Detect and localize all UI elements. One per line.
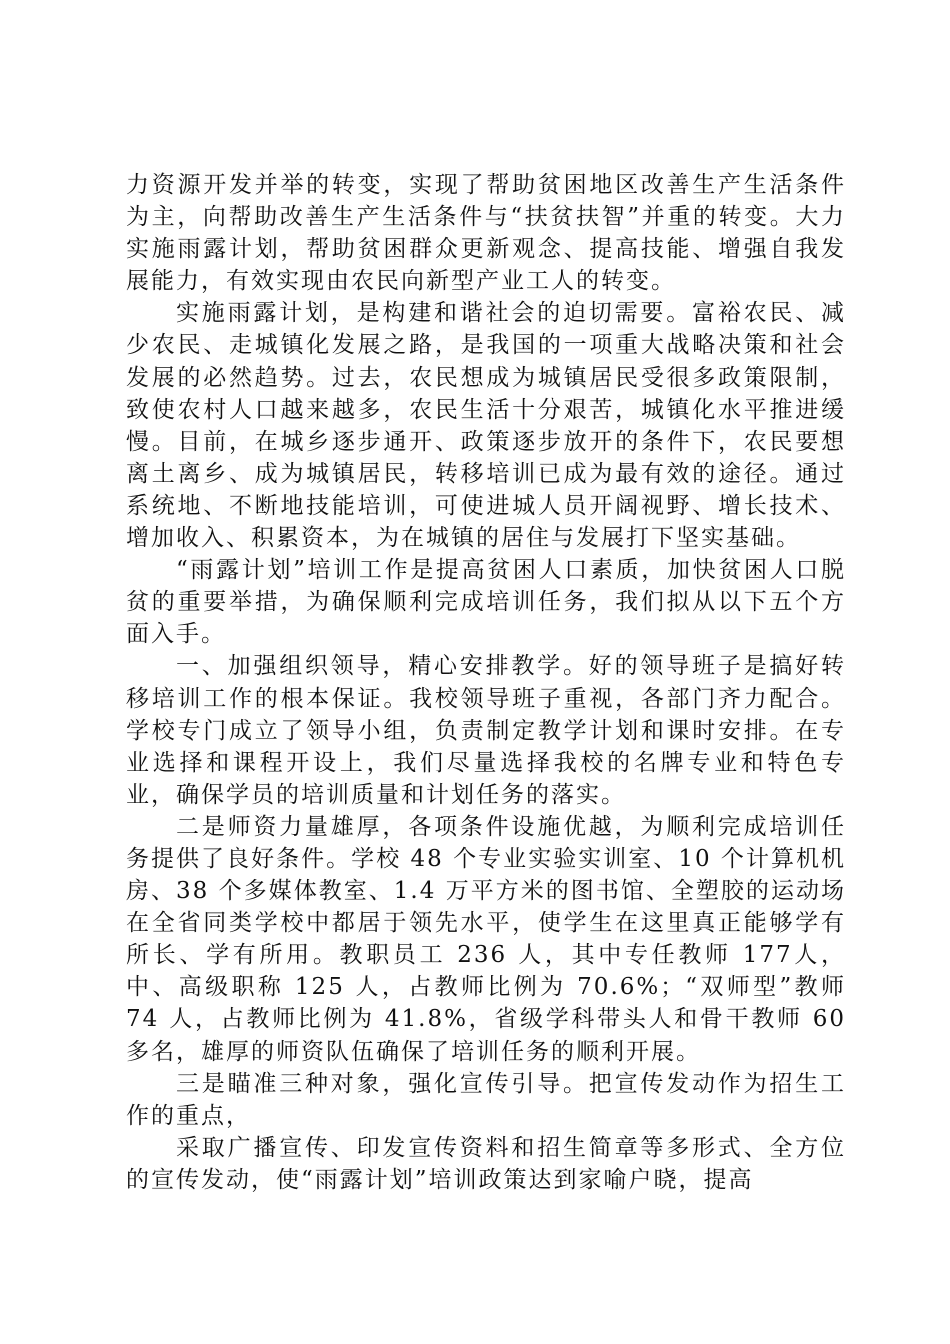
paragraph: 实施雨露计划，是构建和谐社会的迫切需要。富裕农民、减少农民、走城镇化发展之路，是我国的一项重大战略决策和社会发展的必然趋势。过去，农民想成为城镇居民受很多政策限制，致使农村人口越来越多，农民生活十分艰苦，城镇化水平推进缓慢。目前，在城乡逐步通开、政策逐步放开的条件下，农民要想离土离乡、成为城镇居民，转移培训已成为最有效的途径。通过系统地、不断地技能培训，可使进城人员开阔视野、增长技术、增加收入、积累资本，为在城镇的居住与发展打下坚实基础。 — [126, 300, 846, 552]
document-body — [126, 169, 846, 1196]
paragraph: “雨露计划”培训工作是提高贫困人口素质，加快贫困人口脱贫的重要举措，为确保顺利完成培训任务，我们拟从以下五个方面入手。 — [126, 557, 846, 648]
paragraph: 三是瞄准三种对象，强化宣传引导。把宣传发动作为招生工作的重点， — [126, 1070, 846, 1129]
paragraph: 二是师资力量雄厚，各项条件设施优越，为顺利完成培训任务提供了良好条件。学校 48 个专业实验实训室、10 个计算机机房、38 个多媒体教室、1.4 万平方米的图书馆、全塑胶的运动场在全省同类学校中都居于领先水平，使学生在这里真正能够学有所长、学有所用。教职员工 236 人，其中专任教师 177人，中、高级职称 125 人，占教师比例为 70.6%；“双师型”教师 74 人，占教师比例为 41.8%，省级学科带头人和骨干教师 60多名，雄厚的师资队伍确保了培训任务的顺利开展。 — [126, 813, 846, 1065]
paragraph: 一、加强组织领导，精心安排教学。好的领导班子是搞好转移培训工作的根本保证。我校领导班子重视，各部门齐力配合。学校专门成立了领导小组，负责制定教学计划和课时安排。在专业选择和课程开设上，我们尽量选择我校的名牌专业和特色专业，确保学员的培训质量和计划任务的落实。 — [126, 653, 846, 808]
paragraph: 力资源开发并举的转变，实现了帮助贫困地区改善生产生活条件为主，向帮助改善生产生活条件与“扶贫扶智”并重的转变。大力实施雨露计划，帮助贫困群众更新观念、提高技能、增强自我发展能力，有效实现由农民向新型产业工人的转变。 — [126, 172, 846, 295]
paragraph: 采取广播宣传、印发宣传资料和招生简章等多形式、全方位的宣传发动，使“雨露计划”培训政策达到家喻户晓，提高 — [126, 1134, 846, 1193]
